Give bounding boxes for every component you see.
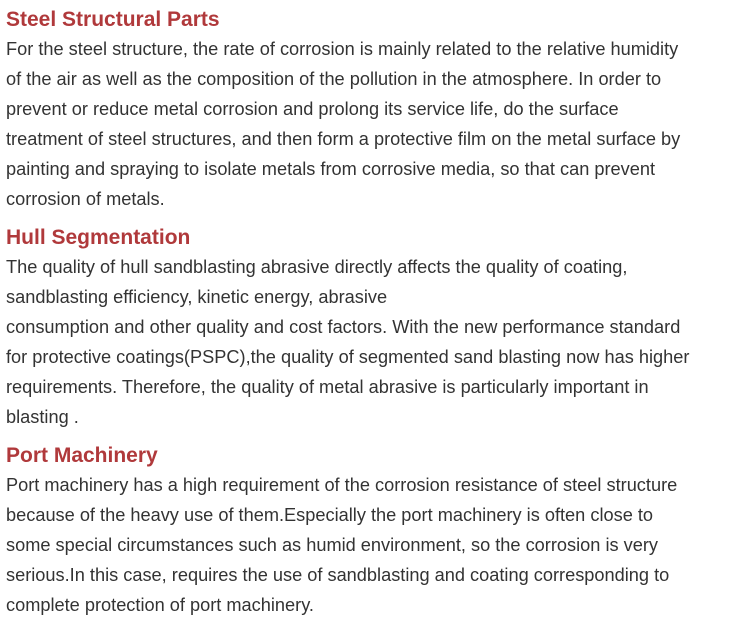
paragraph-line: serious.In this case, requires the use of sandblasting and coating corresponding to [6, 565, 670, 585]
paragraph-line: painting and spraying to isolate metals from corrosive media, so that can prevent [6, 159, 656, 179]
paragraph-line: complete protection of port machinery. [6, 595, 314, 615]
paragraph-line: for protective coatings(PSPC),the quality of segmented sand blasting now has higher [6, 347, 690, 367]
paragraph-line: blasting . [6, 407, 79, 427]
paragraph-line: treatment of steel structures, and then form a protective film on the metal surface by [6, 129, 681, 149]
section-hull-segmentation [6, 224, 750, 432]
section-steel-structural-parts [6, 6, 750, 214]
paragraph-line: prevent or reduce metal corrosion and prolong its service life, do the surface [6, 99, 619, 119]
section-heading: Port Machinery [6, 444, 158, 467]
paragraph-line: The quality of hull sandblasting abrasive directly affects the quality of coating, [6, 257, 628, 277]
paragraph-line: corrosion of metals. [6, 189, 165, 209]
paragraph-line: For the steel structure, the rate of corrosion is mainly related to the relative humidity [6, 39, 679, 59]
section-heading: Steel Structural Parts [6, 8, 220, 31]
section-paragraph [6, 252, 750, 432]
paragraph-line: sandblasting efficiency, kinetic energy, abrasive [6, 287, 388, 307]
paragraph-line: because of the heavy use of them.Especially the port machinery is often close to [6, 505, 654, 525]
section-paragraph [6, 34, 750, 214]
section-paragraph [6, 470, 750, 620]
paragraph-line: Port machinery has a high requirement of the corrosion resistance of steel structure [6, 475, 678, 495]
paragraph-line: consumption and other quality and cost factors. With the new performance standard [6, 317, 681, 337]
paragraph-line: requirements. Therefore, the quality of metal abrasive is particularly important in [6, 377, 649, 397]
article-content [6, 6, 750, 630]
paragraph-line: some special circumstances such as humid environment, so the corrosion is very [6, 535, 658, 555]
section-heading: Hull Segmentation [6, 226, 191, 249]
section-port-machinery [6, 442, 750, 620]
paragraph-line: of the air as well as the composition of the pollution in the atmosphere. In order to [6, 69, 662, 89]
